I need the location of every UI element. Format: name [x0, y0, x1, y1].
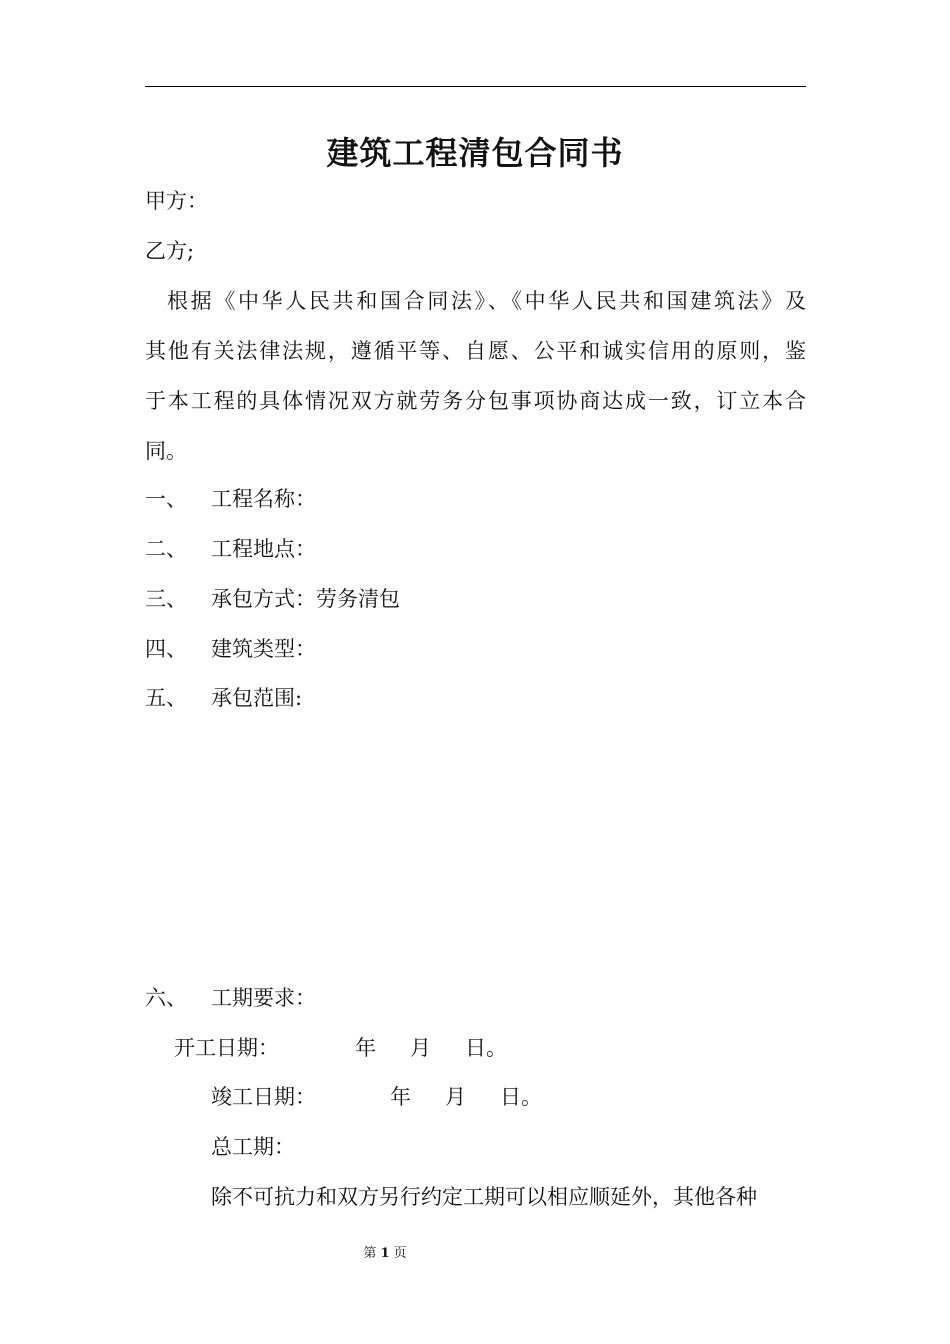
document-title: 建筑工程清包合同书	[326, 134, 624, 172]
day-unit: 日。	[500, 1085, 542, 1109]
preamble-line: 其他有关法律法规，遵循平等、自愿、公平和诚实信用的原则，鉴	[145, 339, 806, 363]
start-date-line	[174, 1033, 507, 1063]
page-footer	[0, 1244, 770, 1264]
item-number: 五、	[145, 686, 187, 710]
item-number: 六、	[145, 986, 187, 1010]
year-unit: 年	[355, 1036, 376, 1060]
item-text: 工期要求：	[211, 986, 316, 1010]
item-number: 二、	[145, 537, 187, 561]
item-text: 承包范围:	[211, 686, 303, 710]
preamble-line: 于本工程的具体情况双方就劳务分包事项协商达成一致，订立本合	[145, 389, 806, 413]
header-rule	[145, 86, 806, 87]
day-unit: 日。	[465, 1036, 507, 1060]
year-unit: 年	[390, 1085, 411, 1109]
item-number: 三、	[145, 587, 187, 611]
item-building-type	[145, 634, 316, 664]
item-text: 工程地点：	[211, 537, 316, 561]
item-project-location	[145, 534, 316, 564]
month-unit: 月	[410, 1036, 431, 1060]
end-date-line	[211, 1082, 542, 1112]
preamble-paragraph	[145, 286, 806, 486]
month-unit: 月	[445, 1085, 466, 1109]
item-number: 一、	[145, 487, 187, 511]
item-schedule	[145, 983, 316, 1013]
preamble-line: 同。	[145, 439, 187, 463]
item-project-name	[145, 484, 316, 514]
preamble-line: 根据《中华人民共和国合同法》、《中华人民共和国建筑法》及	[167, 289, 806, 313]
party-b-line: 乙方;	[145, 239, 195, 263]
item-number: 四、	[145, 637, 187, 661]
total-duration-line: 总工期：	[211, 1135, 295, 1159]
schedule-clause-line: 除不可抗力和双方另行约定工期可以相应顺延外，其他各种	[211, 1185, 757, 1209]
footer-prefix: 第	[363, 1246, 377, 1261]
item-text: 工程名称：	[211, 487, 316, 511]
footer-suffix: 页	[393, 1246, 407, 1261]
page-number: 1	[380, 1246, 390, 1261]
item-text: 承包方式：劳务清包	[211, 587, 400, 611]
item-contract-method	[145, 584, 400, 614]
item-text: 建筑类型：	[211, 637, 316, 661]
item-contract-scope	[145, 683, 302, 713]
start-date-label: 开工日期：	[174, 1036, 279, 1060]
end-date-label: 竣工日期：	[211, 1085, 316, 1109]
party-a-line: 甲方：	[145, 189, 208, 213]
